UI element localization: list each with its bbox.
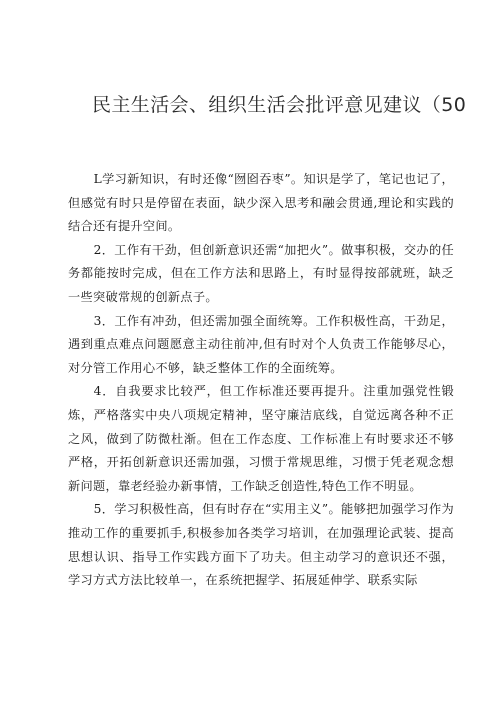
paragraph-3: 3．工作有冲劲，但还需加强全面统筹。工作积极性高，干劲足，遇到重点难点问题愿意主动往前冲,但有时对个人负责工作能够尽心，对分管工作用心不够，缺乏整体工作的全面统筹。 xyxy=(68,313,454,375)
paragraph-4: 4．自我要求比较严，但工作标准还要再提升。注重加强党性锻炼，严格落实中央八项规定精神，坚守廉洁底线，自觉远离各种不正之风，做到了防微杜渐。但在工作态度、工作标准上有时要求还不够严格，开拓创新意识还需加强，习惯于常规思维，习惯于凭老观念想新问题，靠老经验办新事情，工作缺乏创造性,特色工作不明显。 xyxy=(68,384,454,493)
document-title: 民主生活会、组织生活会批评意见建议（50 xyxy=(92,94,467,116)
document-body xyxy=(68,168,454,593)
paragraph-1: L学习新知识，有时还像“囫囵吞枣”。知识是学了，笔记也记了，但感觉有时只是停留在表面，缺少深入思考和融会贯通,理论和实践的结合还有提升空间。 xyxy=(68,172,454,234)
paragraph-2: 2．工作有干劲，但创新意识还需“加把火”。做事积极，交办的任务都能按时完成，但在工作方法和思路上，有时显得按部就班，缺乏一些突破常规的创新点子。 xyxy=(68,242,454,304)
paragraph-5: 5．学习积极性高，但有时存在“实用主义”。能够把加强学习作为推动工作的重要抓手,积极参加各类学习培训，在加强理论武装、提高思想认识、指导工作实践方面下了功夫。但主动学习的意识还不强，学习方式方法比较单一，在系统把握学、拓展延伸学、联系实际 xyxy=(68,502,454,588)
